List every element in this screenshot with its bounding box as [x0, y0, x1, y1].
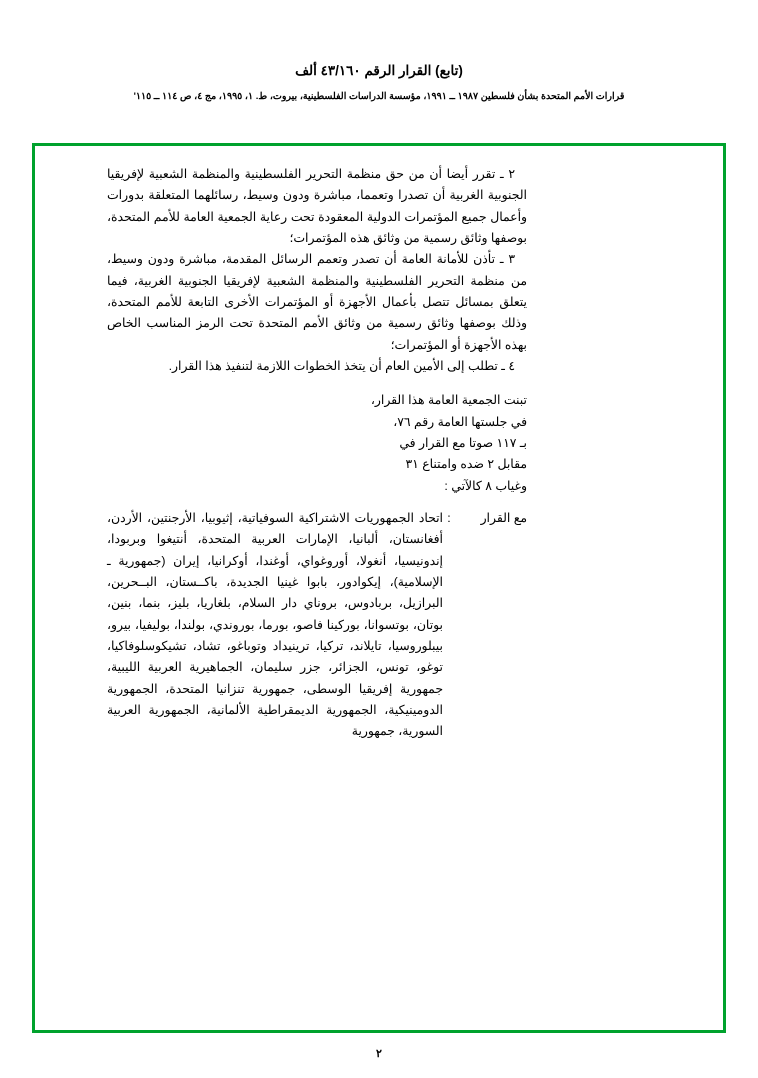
source-citation: قرارات الأمم المتحدة بشأن فلسطين ١٩٨٧ ــ ١٩٩١، مؤسسة الدراسات الفلسطينية، بيروت، ط. ١، ١٩٩٥، مج ٤، ص ١١٤ ــ ١١٥' [133, 90, 625, 102]
content-frame [32, 143, 726, 1033]
vote-colon: : [447, 510, 451, 525]
adoption-line-2: في جلستها العامة رقم ٧٦، [393, 414, 527, 429]
page-title: (تابع) القرار الرقم ٤٣/١٦٠ ألف [295, 63, 463, 78]
adoption-line-3: بـ ١١٧ صوتا مع القرار في [399, 435, 527, 450]
adoption-line-4: مقابل ٢ ضده وامتناع ٣١ [405, 457, 527, 472]
document-body [107, 164, 527, 743]
resolution-paragraph-3: ٣ ـ تأذن للأمانة العامة أن تصدر وتعمم الرسائل المقدمة، مباشرة ودون وسيط، من منظمة التحرير الفلسطينية والمنظمة الشعبية لإفريقيا الجنوبية الغربية، فيما يتعلق بمسائل تتصل بأعمال الأجهزة أو المؤتمرات الأخرى التابعة للأمم المتحدة، وذلك بوصفها وثائق رسمية من وثائق الأمم المتحدة تحت الرمز المناسب الخاص بهذه الأجهزة أو المؤتمرات؛ [107, 252, 527, 352]
resolution-paragraph-2: ٢ ـ تقرر أيضا أن من حق منظمة التحرير الفلسطينية والمنظمة الشعبية لإفريقيا الجنوبية الغربية أن تصدرا وتعمما، مباشرة ودون وسيط، رسائلهما المتعلقة بدورات وأعمال جميع المؤتمرات الدولية المعقودة تحت رعاية الجمعية العامة للأمم المتحدة، بوصفها وثائق رسمية من وثائق هذه المؤتمرات؛ [107, 167, 527, 245]
page-number: ٢ [376, 1048, 382, 1060]
adoption-line-5: وغياب ٨ كالآتي : [444, 478, 527, 493]
adoption-block [227, 390, 527, 497]
content-frame-inner [35, 164, 723, 1020]
adoption-line-1: تبنت الجمعية العامة هذا القرار، [370, 393, 527, 408]
vote-in-favour-block [107, 508, 527, 743]
vote-in-favour-label: مع القرار [480, 510, 527, 525]
document-header [0, 0, 758, 103]
vote-in-favour-countries: اتحاد الجمهوريات الاشتراكية السوفياتية، إثيوبيا، الأرجنتين، الأردن، أفغانستان، ألبانيا، الإمارات العربية المتحدة، أنتيغوا وبربودا، إندونيسيا، أنغولا، أوروغواي، أوغندا، أوكرانيا، إيران (جمهورية ـ الإسلامية)، إيكوادور، بابوا غينيا الجديدة، باكــستان، البــحرين، البرازيل، بربادوس، بروناي دار السلام، بلغاريا، بليز، بنما، بنين، بوتان، بوتسوانا، بوركينا فاصو، بورما، بوروندي، بولندا، بوليفيا، بيرو، بيبلوروسيا، تايلاند، تركيا، ترينيداد وتوباغو، تشاد، تشيكوسلوفاكيا، توغو، تونس، الجزائر، جزر سليمان، الجماهيرية العربية الليبية، جمهورية إفريقيا الوسطى، جمهورية تنزانيا المتحدة، الجمهورية الدومينيكية، الجمهورية الديمقراطية الألمانية، الجمهورية العربية السورية، جمهورية [107, 510, 443, 739]
resolution-paragraph-4: ٤ ـ تطلب إلى الأمين العام أن يتخذ الخطوات اللازمة لتنفيذ هذا القرار. [168, 358, 515, 373]
